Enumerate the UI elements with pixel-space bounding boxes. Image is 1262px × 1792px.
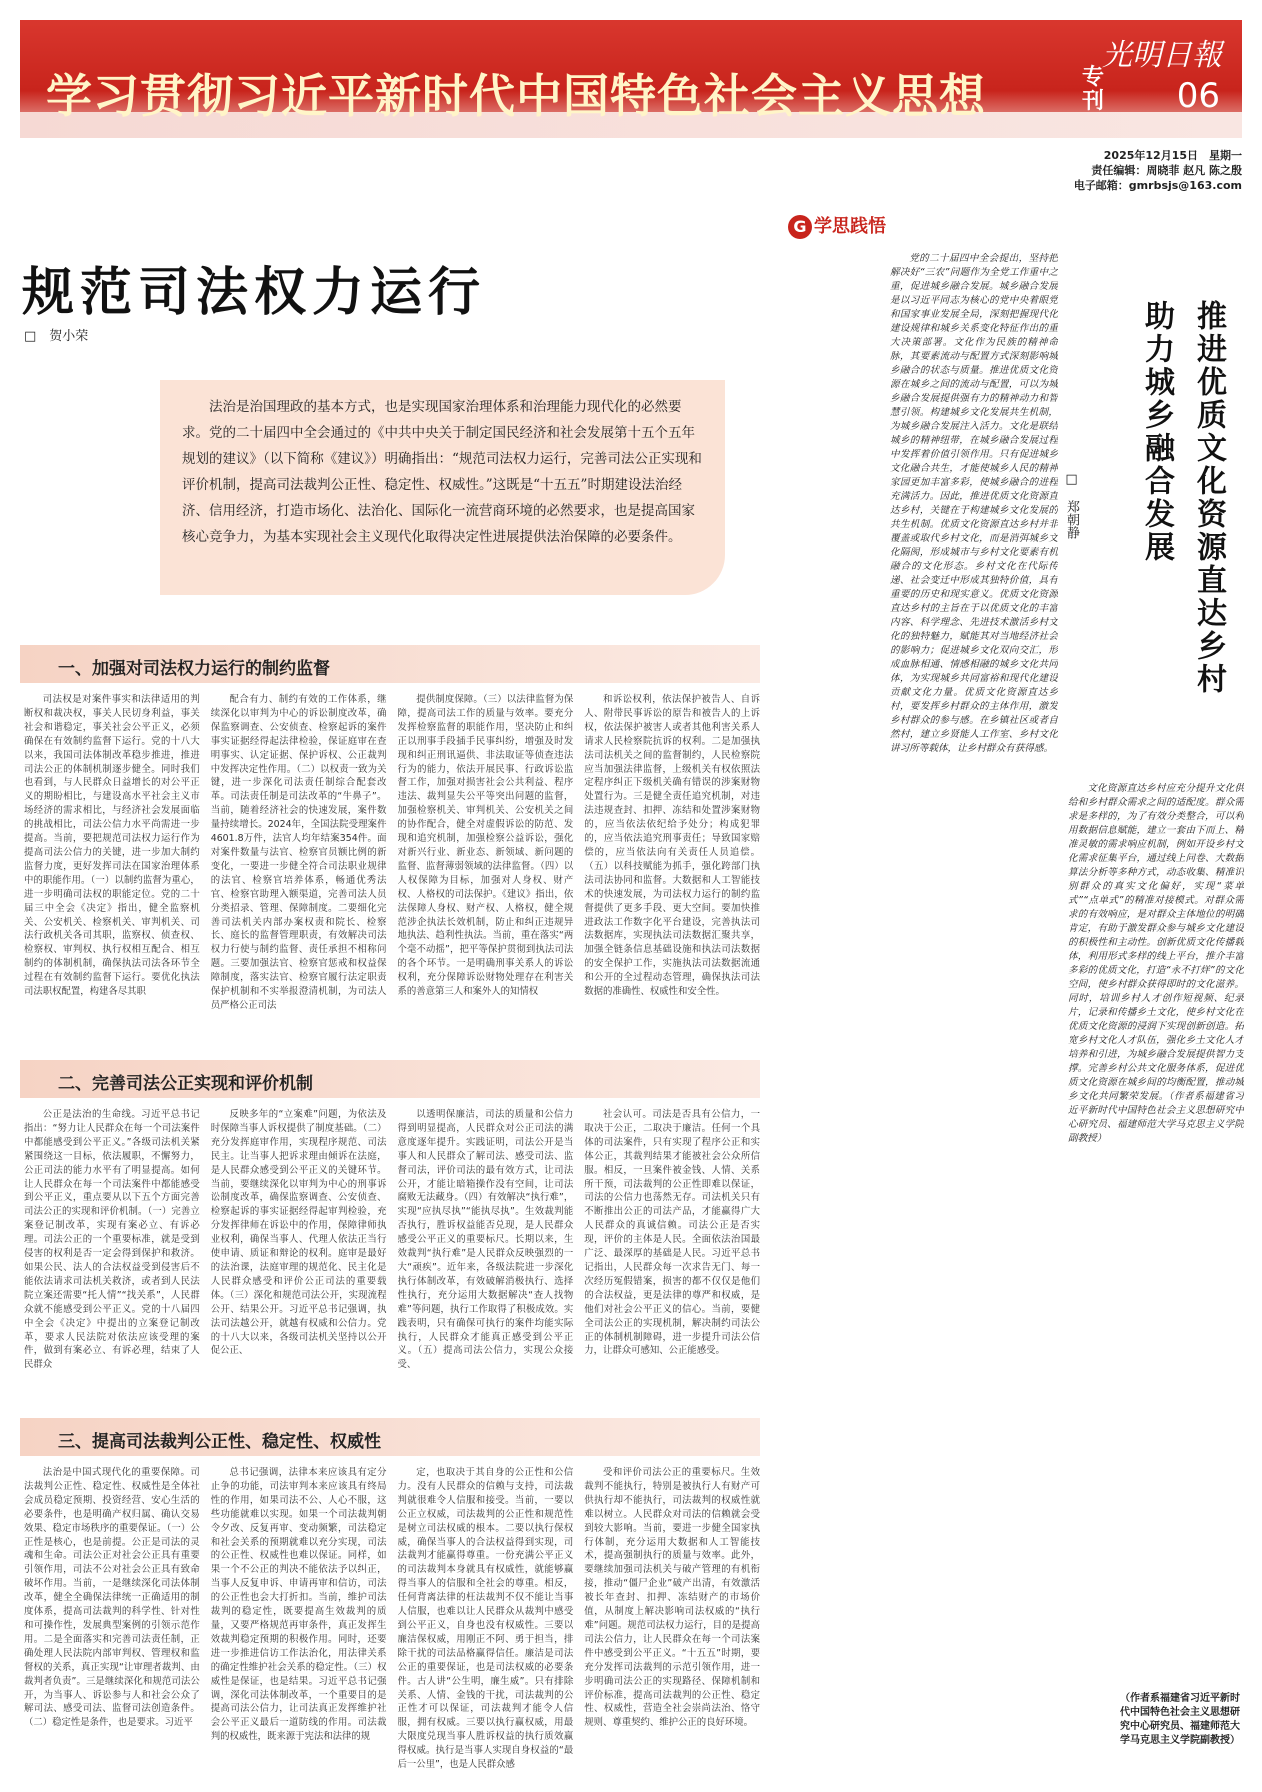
- article-abstract: [160, 380, 725, 595]
- sidebar-title-line-1: 推进优质文化资源直达乡村: [1191, 300, 1226, 696]
- text-column: [584, 693, 760, 1038]
- issue-meta: [1074, 148, 1242, 193]
- text-column: [398, 693, 574, 1038]
- paragraph: 法治是中国式现代化的重要保障。司法裁判公正性、稳定性、权威性是全体社会成员稳定预期、投资经营、安心生活的必要条件，也是明确产权归属、确认交易效果、稳定市场秩序的重要保证。（一）公正性是核心，也是前提。公正是司法的灵魂和生命。司法公正对社会公正具有重要引领作用，司法不公对社会公正具有致命破坏作用。当前，一是继续深化司法体制改革，健全全确保法律统一正确适用的制度体系，提高司法裁判的科学性、针对性和可操作性，发展典型案例的引领示范作用。二是全面落实和完善司法责任制，正确处理人民法院内部审判权、管理权和监督权的关系，真正实现“让审理者裁判、由裁判者负责”。三是继续深化和规范司法公开，为当事人、诉讼参与人和社会公众了解司法、感受司法、监督司法创造条件。（二）稳定性是条件，也是要求。习近平: [24, 1467, 200, 1729]
- section-heading-text: 一、加强对司法权力运行的制约监督: [58, 659, 330, 679]
- paragraph: 文化资源直达乡村应充分提升文化供给和乡村群众需求之间的适配度。群众需求是多样的，为了有效分类整合，可以利用数据信息赋能，建立一套由下而上、精准灵敏的需求响应机制，例如开设乡村文化需求征集平台，通过线上问卷、大数据算法分析等多种方式，动态收集、精准识别群众的真实文化偏好，实现“菜单式”“点单式”的精准对接模式。对群众需求的有效响应，是对群众主体地位的明确肯定，有助于激发群众参与城乡文化建设的积极性和主动性。创新优质文化传播载体，利用形式多样的线上平台，推介丰富多彩的优质文化，打造“永不打烊”的文化空间，使乡村群众获得即时的文化滋养。同时，培训乡村人才创作短视频、纪录片，记录和传播乡土文化，使乡村文化在优质文化资源的浸润下实现创新创造。拓宽乡村文化人才队伍，强化乡土文化人才培养和引进，为城乡融合发展提供智力支撑。完善乡村公共文化服务体系，促进优质文化资源在城乡间的均衡配置，推动城乡文化共同繁荣发展。（作者系福建省习近平新时代中国特色社会主义思想研究中心研究员、福建师范大学马克思主义学院副教授）: [1068, 783, 1244, 1144]
- text-column: [24, 1466, 200, 1784]
- paragraph: 配合有力、制约有效的工作体系，继续深化以审判为中心的诉讼制度改革，确保监察调查、公安侦查、检察起诉的案件事实证据经得起法律检验，保证庭审在查明事实、认定证据、保护诉权、公正裁判中发挥决定性作用。（二）以权责一致为关键，进一步深化司法责任制综合配套改革。司法责任制是司法改革的“牛鼻子”。当前，随着经济社会的快速发展，案件数量持续增长。2024年，全国法院受理案件4601.8万件，法官人均年结案354件。面对案件数量与法官、检察官员额比例的新变化，一要进一步健全符合司法职业规律的法官、检察官培养体系，畅通优秀法官、检察官助理入额渠道，完善司法人员分类招录、管理、保障制度。二要细化完善司法机关内部办案权责和院长、检察长、庭长的监督管理职责，有效解决司法权力行使与制约监督、责任承担不相称问题。三要加强法官、检察官惩戒和权益保障制度，落实法官、检察官履行法定职责保护机制和不实举报澄清机制，为司法人员严格公正司法: [210, 694, 387, 1011]
- text-column: [24, 1108, 200, 1408]
- section-heading-1: [20, 645, 760, 683]
- paragraph: 受和评价司法公正的重要标尺。生效裁判不能执行，特别是被执行人有财产可供执行却不能执行，司法裁判的权威性就难以树立。人民群众对司法的信赖就会受到较大影响。当前，要进一步健全国家执行体制，充分运用大数据和人工智能技术，提高强制执行的质量与效率。此外，要继续加强司法机关与破产管理的有机衔接，推动“僵尸企业”破产出清，有效激活被长年查封、扣押、冻结财产的市场价值，从制度上解决影响司法权威的“执行难”问题。规范司法权力运行，目的是提高司法公信力，让人民群众在每一个司法案件中感受到公平正义。“十五五”时期，要充分发挥司法裁判的示范引领作用，进一步明确司法公正的实现路径、保障机制和评价标准，提高司法裁判的公正性、稳定性、权威性，营造全社会崇尚法治、恪守规则、尊重契约、维护公正的良好环境。: [584, 1467, 760, 1729]
- column-logo: [788, 212, 886, 239]
- section-2-columns: [24, 1108, 760, 1408]
- section-1-columns: [24, 693, 760, 1038]
- sidebar-text-column-b: [1068, 782, 1244, 1680]
- paragraph: 司法权是对案件事实和法律适用的判断权和裁决权，事关人民切身利益，事关社会和谐稳定，事关社会公平正义，必须确保在有效制约监督下运行。党的十八大以来，我国司法体制改革稳步推进，推进司法公正的体制机制逐步健全。同时我们也看到，与人民群众日益增长的对公平正义的期盼相比，与建设高水平社会主义市场经济的需求相比，与经济社会发展面临的挑战相比，司法公信力水平尚需进一步提高。当前，要把规范司法权力运行作为提高司法公信力的关键，进一步加大制约监督力度，更好发挥司法在国家治理体系中的职能作用。（一）以制约监督为重心，进一步明确司法权的职能定位。党的二十届三中全会《决定》指出，健全监察机关、公安机关、检察机关、审判机关、司法行政机关各司其职，监察权、侦查权、检察权、审判权、执行权相互配合、相互制约的体制机制，确保执法司法各环节全过程在有效制约监督下运行。要优化执法司法职权配置，构建各尽其职: [24, 694, 200, 998]
- banner-title: 学习贯彻习近平新时代中国特色社会主义思想: [46, 69, 986, 123]
- sidebar-text-column-a: [890, 252, 1058, 1787]
- column-logo-text: 学思践悟: [814, 216, 886, 237]
- text-column: [398, 1108, 574, 1408]
- section-3-columns: [24, 1466, 760, 1784]
- masthead-banner: [20, 20, 1242, 138]
- section-heading-2: [20, 1060, 760, 1098]
- text-column: [398, 1466, 574, 1784]
- text-column: [584, 1466, 760, 1784]
- section-heading-text: 二、完善司法公正实现和评价机制: [58, 1074, 313, 1094]
- sidebar-author: □ 郑朝静: [1064, 472, 1079, 539]
- text-column: [211, 1108, 387, 1408]
- paragraph: 党的二十届四中全会提出，坚持把解决好“三农”问题作为全党工作重中之重，促进城乡融合发展。城乡融合发展是以习近平同志为核心的党中央着眼党和国家事业发展全局，深刻把握现代化建设规律和城乡关系变化特征作出的重大决策部署。文化作为民族的精神命脉，其要素流动与配置方式深刻影响城乡融合的状态与质量。推进优质文化资源在城乡之间的流动与配置，可以为城乡融合发展提供强有力的精神动力和智慧引领。构建城乡文化发展共生机制，为城乡融合发展注入活力。文化是联结城乡的精神纽带，在城乡融合发展过程中发挥着价值引领作用。只有促进城乡文化融合共生，才能使城乡人民的精神家园更加丰富多彩，使城乡融合的进程充满活力。因此，推进优质文化资源直达乡村，关键在于构建城乡文化发展的共生机制。优质文化资源直达乡村并非覆盖或取代乡村文化，而是消弭城乡文化隔阂，形成城市与乡村文化要素有机融合的文化形态。乡村文化在代际传递、社会变迁中形成其独特价值，具有重要的历史和现实意义。优质文化资源直达乡村的主旨在于以优质文化的丰富内容、科学理念、先进技术激活乡村文化的独特魅力，赋能其对当地经济社会的影响力；促进城乡文化双向交汇，形成血脉相通、情感相融的城乡文化共同体，为实现城乡共同富裕和现代化建设贡献文化力量。优质文化资源直达乡村，要发挥乡村群众的主体作用，激发乡村群众的参与感。在乡镇社区或者自然村，建立乡贤能人工作室、乡村文化讲习所等载体，让乡村群众有获得感。: [890, 253, 1058, 754]
- article-title: 规范司法权力运行: [22, 262, 487, 323]
- paragraph: 和诉讼权利，依法保护被告人、自诉人、附带民事诉讼的原告和被告人的上诉权，依法保护被害人或者其他利害关系人请求人民检察院抗诉的权利。二是加强执法司法机关之间的监督制约，人民检察院应当加强法律监督，上级机关有权依照法定程序纠正下级机关确有错误的涉案财物处置行为。三是健全责任追究机制，对违法违规查封、扣押、冻结和处置涉案财物的，应当依法依纪给予处分；构成犯罪的，应当依法追究刑事责任；导致国家赔偿的，应当依法向有关责任人员追偿。（五）以科技赋能为抓手，强化跨部门执法司法协同和监督。大数据和人工智能技术的快速发展，为司法权力运行的制约监督提供了更多手段、更大空间。要加快推进政法工作数字化平台建设，完善执法司法数据库，实现执法司法数据汇聚共享，加强全链条信息基础设施和执法司法数据的安全保护工作，实施执法司法数据流通和公开的全过程动态管理，确保执法司法数据的准确性、权威性和安全性。: [584, 694, 760, 998]
- page-number: 06: [1176, 76, 1220, 116]
- paragraph: 定，也取决于其自身的公正性和公信力。没有人民群众的信赖与支持，司法裁判就很难令人信服和接受。当前，一要以公正立权威，司法裁判的公正性和规范性是树立司法权威的根本。二要以执行保权威，确保当事人的合法权益得到实现，司法裁判才能赢得尊重。一份充满公平正义的司法裁判本身就具有权威性，就能够赢得当事人的信服和全社会的尊重。相反，任何背离法律的枉法裁判不仅不能让当事人信服，也难以让人民群众从裁判中感受到公平正义，自身也没有权威性。三要以廉洁保权威，用刚正不阿、勇于担当，排除干扰的司法品格赢得信任。廉洁是司法公正的重要保证，也是司法权威的必要条件。古人讲“公生明，廉生威”。只有排除关系、人情、金钱的干扰，司法裁判的公正性才可以保证，司法裁判才能令人信服，拥有权威。三要以执行赢权威，用最大限度兑现当事人胜诉权益的执行质效赢得权威。执行是当事人实现自身权益的“最后一公里”，也是人民群众感: [397, 1467, 574, 1771]
- issue-date: 2025年12月15日 星期一: [1103, 149, 1242, 162]
- section-heading-3: [20, 1418, 760, 1456]
- paragraph: 公正是法治的生命线。习近平总书记指出：“努力让人民群众在每一个司法案件中都能感受到公平正义。”各级司法机关紧紧围绕这一目标，依法履职，不懈努力，公正司法的能力水平有了明显提高。如何让人民群众在每一个司法案件中都能感受到公平正义，重点要从以下五个方面完善司法公正的实现和评价机制。（一）完善立案登记制改革，实现有案必立、有诉必理。司法公正的一个重要标准，就是受到侵害的权利是否一定会得到保护和救济。如果公民、法人的合法权益受到侵害后不能依法请求司法机关救济，或者到人民法院立案还需要“托人情”“找关系”，人民群众就不能感受到公平正义。党的十八届四中全会《决定》中提出的立案登记制改革，要求人民法院对依法应该受理的案件，做到有案必立、有诉必理，结束了人民群众: [24, 1109, 200, 1371]
- article-author: □ 贺小荣: [24, 329, 89, 344]
- newspaper-logo: 光明日報: [1102, 38, 1222, 73]
- column-logo-icon: G: [788, 215, 812, 239]
- issue-editors: 责任编辑：周晓菲 赵凡 陈之殷: [1091, 164, 1242, 177]
- paragraph: 提供制度保障。（三）以法律监督为保障，提高司法工作的质量与效率。要充分发挥检察监督的职能作用，坚决防止和纠正以刑事手段插手民事纠纷，增强及时发现和纠正刑讯逼供、非法取证等侦查违法行为的能力，依法开展民事、行政诉讼监督工作，加强对损害社会公共利益、程序违法、裁判显失公平等突出问题的监督，加强检察机关、审判机关、公安机关之间的协作配合，健全对虚假诉讼的防范、发现和追究机制，加强检察公益诉讼，强化对新兴行业、新业态、新领域、新问题的监督、监督薄弱领域的法律监督。（四）以人权保障为目标，加强对人身权、财产权、人格权的司法保护。《建议》指出，依法保障人身权、财产权、人格权，健全规范涉企执法长效机制，防止和纠正违规异地执法、趋利性执法。当前，重在落实“两个毫不动摇”，把平等保护贯彻到执法司法的各个环节。一是明确刑事关系人的诉讼权利，充分保障诉讼财物处理存在利害关系的善意第三人和案外人的知情权: [397, 694, 574, 998]
- banner-special-label: 专刊: [1082, 65, 1105, 114]
- sidebar-title-line-2: 助力城乡融合发展: [1139, 300, 1174, 564]
- paragraph: 社会认可。司法是否具有公信力，一取决于公正，二取决于廉洁。任何一个具体的司法案件，只有实现了程序公正和实体公正，其裁判结果才能被社会公众所信服。相反，一旦案件被金钱、人情、关系所干预，司法裁判的公正性即难以保证，司法的公信力也荡然无存。司法机关只有不断推出公正的司法产品，才能赢得广大人民群众的真诚信赖。司法公正是否实现，评价的主体是人民。全面依法治国最广泛、最深厚的基础是人民。习近平总书记指出，人民群众每一次求告无门、每一次经历冤假错案，损害的都不仅仅是他们的合法权益，更是法律的尊严和权威，是他们对社会公平正义的信心。当前，要健全司法公正的实现机制，解决制约司法公正的体制机制障碍，进一步提升司法公信力，让群众可感知、公正能感受。: [584, 1109, 760, 1357]
- text-column: [211, 693, 387, 1038]
- paragraph: 以透明保廉洁，司法的质量和公信力得到明显提高，人民群众对公正司法的满意度逐年提升。实践证明，司法公开是当事人和人民群众了解司法、感受司法、监督司法，评价司法的最有效方式，让司法公开，才能让暗箱操作没有空间，让司法腐败无法藏身。（四）有效解决“执行难”，实现“应执尽执”“能执尽执”。生效裁判能否执行，胜诉权益能否兑现，是人民群众感受公平正义的重要标尺。长期以来，生效裁判“执行难”是人民群众反映强烈的一大“顽疾”。近年来，各级法院进一步深化执行体制改革，有效破解消极执行、选择性执行，充分运用大数据解决“查人找物难”等问题，执行工作取得了积极成效。实践表明，只有确保可执行的案件均能实际执行，人民群众才能真正感受到公平正义。（五）提高司法公信力，实现公众接受、: [397, 1109, 574, 1371]
- paragraph: 反映多年的“立案难”问题，为依法及时保障当事人诉权提供了制度基础。（二）充分发挥庭审作用，实现程序规范、司法民主。让当事人把诉求理由倾诉在法庭，是人民群众感受到公平正义的关键环节。当前，要继续深化以审判为中心的刑事诉讼制度改革，确保监察调查、公安侦查、检察起诉的事实证据经得起审判检验，充分发挥律师在诉讼中的作用，保障律师执业权利，确保当事人、代理人依法正当行使申请、质证和辩论的权利。庭审是最好的法治课，法庭审理的规范化、民主化是人民群众感受和评价公正司法的重要载体。（三）深化和规范司法公开，实现流程公开、结果公开。习近平总书记强调，执法司法越公开，就越有权威和公信力。党的十八大以来，各级司法机关坚持以公开促公正、: [210, 1109, 387, 1357]
- paragraph: 总书记强调，法律本来应该具有定分止争的功能，司法审判本来应该具有终局性的作用，如果司法不公、人心不服，这些功能就难以实现。如果一个司法裁判朝令夕改、反复再审、变动频繁，司法稳定和社会关系的预期就难以充分实现，司法的公正性、权威性也难以保证。同样，如果一个不公正的判决不能依法予以纠正，当事人反复申诉、申请再审和信访，司法的公正性也会大打折扣。当前，维护司法裁判的稳定性，既要提高生效裁判的质量，又要严格规范再审条件，真正发挥生效裁判稳定预期的积极作用。同时，还要进一步推进信访工作法治化，用法律关系的确定性维护社会关系的稳定性。（三）权威性是保证，也是结果。习近平总书记强调，深化司法体制改革，一个重要目的是提高司法公信力，让司法真正发挥维护社会公平正义最后一道防线的作用。司法裁判的权威性，既来源于宪法和法律的规: [210, 1467, 387, 1743]
- text-column: [584, 1108, 760, 1408]
- sidebar-author-note: （作者系福建省习近平新时代中国特色社会主义思想研究中心研究员、福建师范大学马克思主义学院副教授）: [1120, 1693, 1240, 1746]
- text-column: [24, 693, 200, 1038]
- section-heading-text: 三、提高司法裁判公正性、稳定性、权威性: [58, 1432, 381, 1452]
- text-column: [211, 1466, 387, 1784]
- issue-email: 电子邮箱：gmrbsjs@163.com: [1073, 179, 1242, 192]
- abstract-text: 法治是治国理政的基本方式，也是实现国家治理体系和治理能力现代化的必然要求。党的二十届四中全会通过的《中共中央关于制定国民经济和社会发展第十五个五年规划的建议》（以下简称《建议》）明确指出：“规范司法权力运行，完善司法公正实现和评价机制，提高司法裁判公正性、稳定性、权威性。”这既是“十五五”时期建设法治经济、信用经济，打造市场化、法治化、国际化一流营商环境的必然要求，也是提高国家核心竞争力，为基本实现社会主义现代化取得决定性进展提供法治保障的必要条件。: [182, 399, 702, 545]
